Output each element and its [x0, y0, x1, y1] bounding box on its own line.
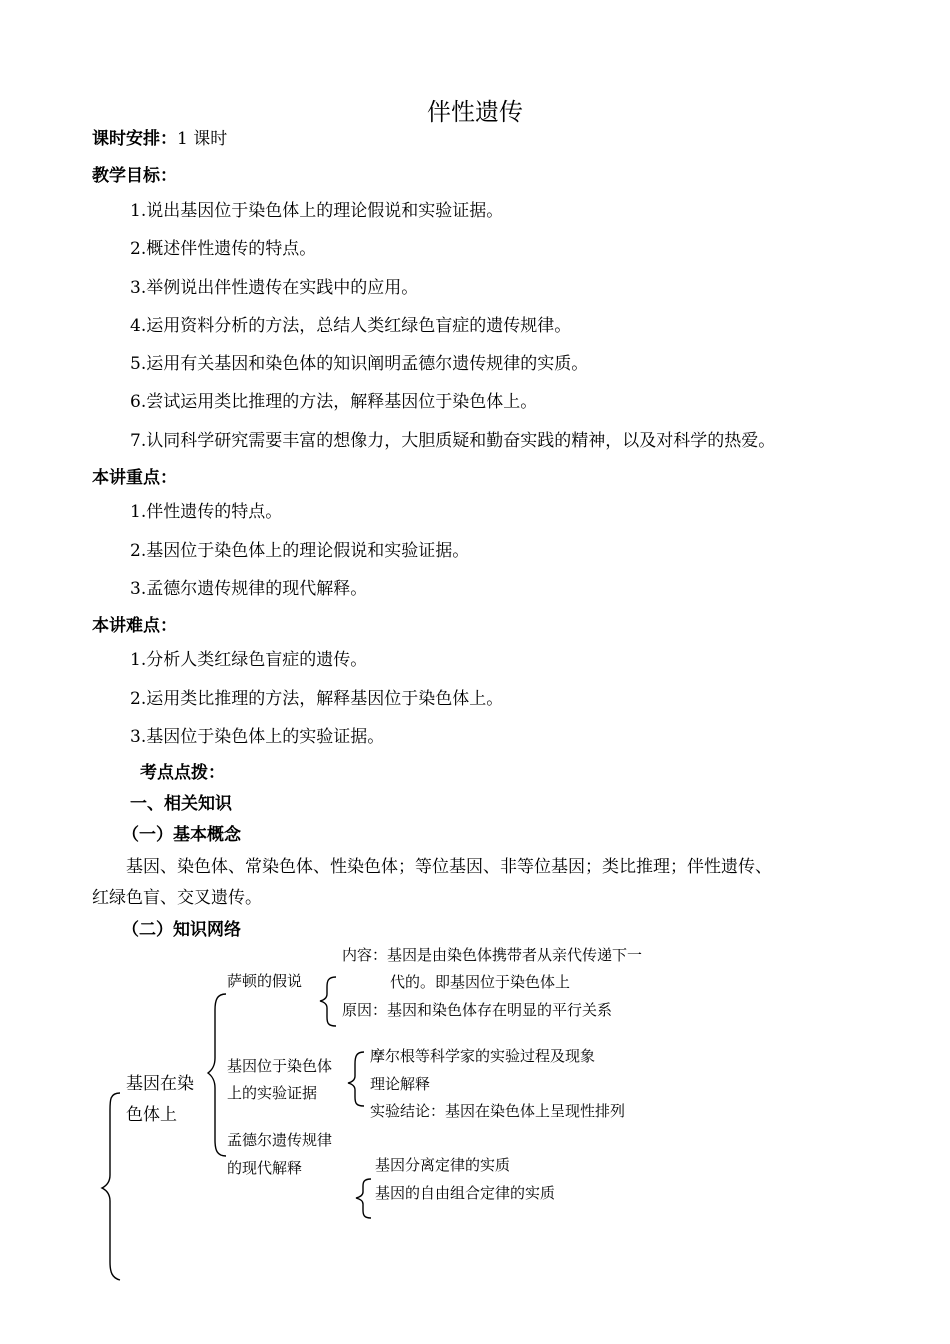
evidence-item: 实验结论：基因在染色体上呈现性排列 — [370, 1102, 626, 1120]
key-points-heading: 本讲重点： — [92, 468, 177, 488]
sutton-reason: 原因：基因和染色体存在明显的平行关系 — [342, 1001, 613, 1019]
objective-item: 6.尝试运用类比推理的方法，解释基因位于染色体上。 — [130, 392, 538, 412]
root-brace — [208, 994, 226, 1156]
page-title: 伴性遗传 — [427, 98, 523, 126]
difficult-points-heading: 本讲难点： — [92, 616, 177, 636]
subsection-heading: （一）基本概念 — [122, 825, 241, 845]
difficult-point-item: 1.分析人类红绿色盲症的遗传。 — [130, 650, 368, 670]
key-point-item: 2.基因位于染色体上的理论假说和实验证据。 — [130, 541, 470, 561]
mendel-label: 孟德尔遗传规律 — [227, 1131, 333, 1149]
evidence-brace — [348, 1052, 364, 1106]
difficult-point-item: 2.运用类比推理的方法，解释基因位于染色体上。 — [130, 689, 504, 709]
difficult-point-item: 3.基因位于染色体上的实验证据。 — [130, 727, 385, 747]
key-point-item: 3.孟德尔遗传规律的现代解释。 — [130, 579, 368, 599]
objective-item: 7.认同科学研究需要丰富的想像力，大胆质疑和勤奋实践的精神，以及对科学的热爱。 — [130, 431, 776, 451]
network-root: 色体上 — [126, 1105, 177, 1125]
objective-item: 5.运用有关基因和染色体的知识阐明孟德尔遗传规律的实质。 — [130, 354, 589, 374]
schedule-value: 1 课时 — [177, 129, 228, 149]
section-heading: 一、相关知识 — [130, 794, 232, 814]
objectives-heading: 教学目标： — [92, 166, 177, 186]
mendel-item: 基因的自由组合定律的实质 — [375, 1184, 556, 1202]
objective-item: 3.举例说出伴性遗传在实践中的应用。 — [130, 278, 419, 298]
exam-tips-heading: 考点点拨： — [140, 763, 225, 783]
sutton-content: 代的。即基因位于染色体上 — [390, 973, 571, 991]
schedule-label: 课时安排： — [92, 129, 177, 149]
concepts-text: 基因、染色体、常染色体、性染色体；等位基因、非等位基因；类比推理；伴性遗传、 — [126, 857, 772, 877]
evidence-label: 上的实验证据 — [227, 1084, 318, 1102]
sutton-brace — [320, 977, 336, 1026]
mendel-label: 的现代解释 — [227, 1159, 303, 1177]
sutton-content: 内容：基因是由染色体携带者从亲代传递下一 — [342, 946, 643, 964]
subsection-heading: （二）知识网络 — [122, 920, 241, 940]
mendel-brace — [356, 1179, 371, 1218]
evidence-item: 摩尔根等科学家的实验过程及现象 — [370, 1047, 596, 1065]
objective-item: 2.概述伴性遗传的特点。 — [130, 239, 317, 259]
outer-brace — [102, 1093, 120, 1280]
network-root: 基因在染 — [126, 1074, 194, 1094]
mendel-item: 基因分离定律的实质 — [375, 1156, 511, 1174]
sutton-hypothesis-label: 萨顿的假说 — [227, 972, 303, 990]
evidence-label: 基因位于染色体 — [227, 1057, 333, 1075]
objective-item: 4.运用资料分析的方法，总结人类红绿色盲症的遗传规律。 — [130, 316, 572, 336]
key-point-item: 1.伴性遗传的特点。 — [130, 502, 283, 522]
concepts-text: 红绿色盲、交叉遗传。 — [92, 888, 262, 908]
objective-item: 1.说出基因位于染色体上的理论假说和实验证据。 — [130, 201, 504, 221]
evidence-item: 理论解释 — [370, 1075, 431, 1093]
